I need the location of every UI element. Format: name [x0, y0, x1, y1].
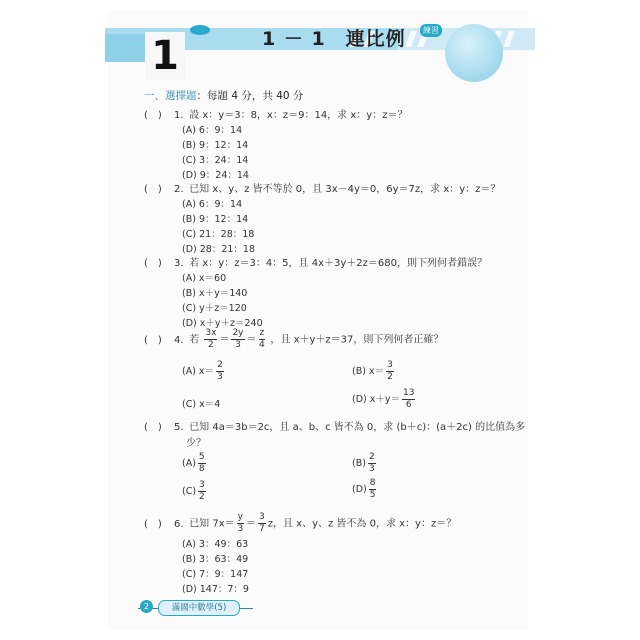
option-c: (C) y＋z＝120 [182, 303, 247, 314]
question-5-cont: 少？ [186, 438, 206, 449]
page-title: 1 － 1 連比例 [262, 28, 406, 50]
fraction: $\frac{y}{3}$ [237, 512, 244, 534]
worksheet-page [108, 10, 528, 630]
option-c: (C) x＝4 [182, 399, 221, 410]
question-text: ，且 x＋y＋z＝37，則下列何者正確？ [270, 334, 444, 346]
question-number: 5. [174, 422, 184, 433]
fraction: $\frac{z}{4}$ [259, 328, 265, 350]
answer-blank[interactable]: ( ) [144, 422, 162, 433]
option-d: (D) 9：24：14 [182, 170, 249, 181]
option-d: (D) 28：21：18 [182, 244, 256, 255]
practice-badge: 練習 [420, 24, 442, 37]
option-c: (C) 21：28：18 [182, 229, 255, 240]
option-b: (B) 9：12：14 [182, 214, 249, 225]
option-a: (A) 6：9：14 [182, 125, 243, 136]
question-number: 6. [174, 518, 184, 530]
answer-blank[interactable]: ( ) [144, 334, 162, 346]
option-b: (B) x＋y＝140 [182, 288, 248, 299]
fraction: $\frac{3x}{2}$ [205, 328, 217, 350]
question-number: 3. [174, 258, 184, 269]
question-text: z，且 x、y、z 皆不為 0，求 x：y：z＝？ [267, 518, 457, 530]
question-1 [144, 106, 407, 121]
question-number: 2. [174, 184, 184, 195]
option-d: (D) x＋y＝ $\frac{13}{6}$ [352, 388, 415, 410]
page-number: 2 [140, 600, 153, 613]
section-heading [144, 88, 303, 103]
question-3 [144, 254, 487, 269]
option-d: (D) $\frac{8}{5}$ [352, 478, 376, 500]
option-a: (A) x＝ $\frac{2}{3}$ [182, 360, 223, 382]
option-a: (A) 6：9：14 [182, 199, 243, 210]
question-text: 已知 x、y、z 皆不等於 0，且 3x－4y＝0，6y＝7z，求 x：y：z＝？ [189, 184, 501, 195]
fraction: $\frac{3}{7}$ [258, 512, 265, 534]
option-b: (B) $\frac{2}{3}$ [352, 452, 375, 474]
question-2 [144, 180, 500, 195]
question-text: 若 [189, 334, 200, 346]
answer-blank[interactable]: ( ) [144, 258, 162, 269]
question-5 [144, 418, 525, 433]
option-c: (C) 7：9：147 [182, 569, 249, 580]
answer-blank[interactable]: ( ) [144, 110, 162, 121]
option-b: (B) 3：63：49 [182, 554, 249, 565]
section-scoring: ：每題 4 分，共 40 分 [196, 90, 304, 102]
answer-blank[interactable]: ( ) [144, 518, 162, 530]
cloud-icon [190, 25, 210, 35]
question-text: 已知 7x＝ [189, 518, 235, 530]
chapter-number: 1 [145, 32, 185, 80]
question-6: ( ) 6. 已知 7x＝ $\frac{y}{3}$ ＝ $\frac{3}{7}$ z，且 x、y、z 皆不為 0，求 x：y：z＝？ [144, 512, 457, 534]
answer-blank[interactable]: ( ) [144, 184, 162, 195]
option-d: (D) 147：7：9 [182, 584, 249, 595]
question-number: 4. [174, 334, 184, 346]
question-text: 設 x：y＝3：8，x：z＝9：14，求 x：y：z＝？ [189, 110, 408, 121]
option-c: (C) $\frac{3}{2}$ [182, 480, 205, 502]
decorative-circle [445, 24, 503, 82]
option-c: (C) 3：24：14 [182, 155, 249, 166]
fraction: $\frac{2y}{3}$ [232, 328, 244, 350]
question-4: ( ) 4. 若 $\frac{3x}{2}$ ＝ $\frac{2y}{3}$ ＝ $\frac{z}{4}$ ，且 x＋y＋z＝37，則下列何者正確？ [144, 328, 444, 350]
question-number: 1. [174, 110, 184, 121]
option-b: (B) 9：12：14 [182, 140, 249, 151]
book-title: 滿國中數學(5) [158, 600, 240, 616]
option-a: (A) x＝60 [182, 273, 227, 284]
question-text: 已知 4a＝3b＝2c，且 a、b、c 皆不為 0，求 (b＋c)：(a＋2c) 的比值為多 [189, 422, 526, 433]
section-label: 一、選擇題 [144, 90, 197, 102]
option-d: (D) x＋y＋z＝240 [182, 318, 263, 329]
option-a: (A) 3：49：63 [182, 539, 249, 550]
option-a: (A) $\frac{5}{8}$ [182, 452, 205, 474]
option-b: (B) x＝ $\frac{3}{2}$ [352, 360, 393, 382]
question-text: 若 x：y：z＝3：4：5，且 4x＋3y＋2z＝680，則下列何者錯誤？ [189, 258, 487, 269]
